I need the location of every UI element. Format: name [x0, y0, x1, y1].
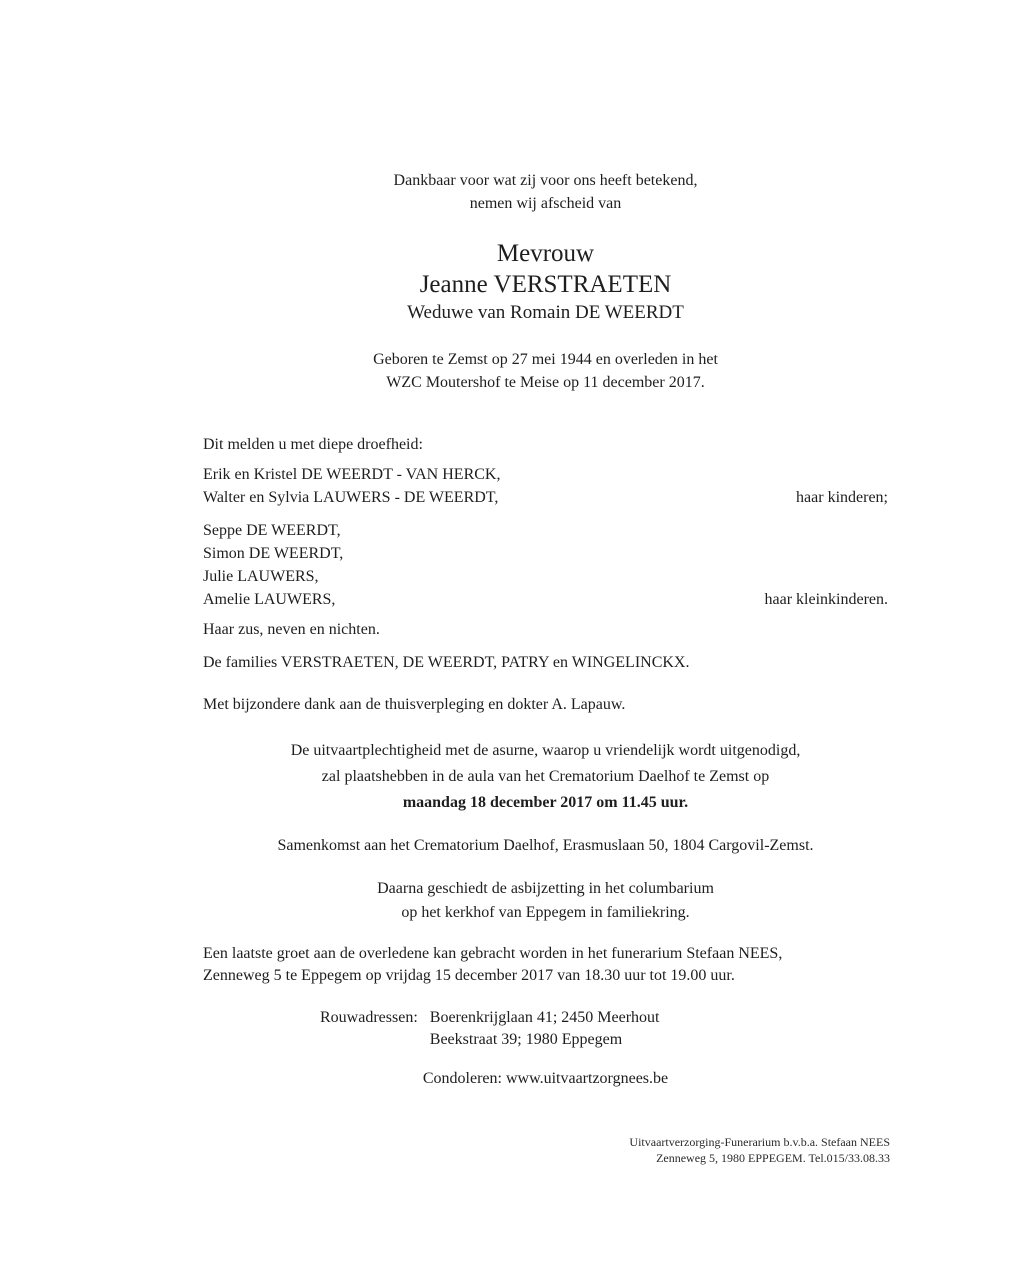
mourning-address-1: Boerenkrijglaan 41; 2450 Meerhout	[429, 1009, 660, 1026]
grandchildren-relation: haar kleinkinderen.	[764, 591, 888, 608]
grandchild-line-3: Julie LAUWERS,	[203, 568, 319, 585]
children-line-2	[203, 486, 888, 509]
last-greeting-block	[203, 943, 888, 987]
grandchildren-block	[203, 519, 888, 611]
ceremony-datetime: maandag 18 december 2017 om 11.45 uur.	[402, 794, 689, 811]
mourning-addresses-list	[430, 1007, 660, 1051]
intro-block	[203, 169, 888, 215]
families-line: De families VERSTRAETEN, DE WEERDT, PATRY en WINGELINCKX.	[203, 654, 690, 671]
announcement-content	[203, 169, 888, 1090]
ceremony-block	[203, 738, 888, 816]
children-relation: haar kinderen;	[796, 489, 888, 506]
mourning-addresses-label: Rouwadressen:	[320, 1009, 418, 1026]
grandchild-name: Amelie LAUWERS,	[203, 591, 336, 608]
ceremony-line-1: De uitvaartplechtigheid met de asurne, waarop u vriendelijk wordt uitgenodigd,	[290, 742, 801, 759]
interment-line-1: Daarna geschiedt de asbijzetting in het columbarium	[377, 880, 714, 897]
children-block	[203, 463, 888, 509]
announcement-line: Dit melden u met diepe droefheid:	[203, 436, 423, 453]
life-dates-block	[203, 348, 888, 394]
life-dates-line-2: WZC Moutershof te Meise op 11 december 2017.	[386, 374, 705, 391]
intro-line-1: Dankbaar voor wat zij voor ons heeft betekend,	[393, 172, 698, 189]
intro-line-2: nemen wij afscheid van	[469, 195, 622, 212]
thanks-line: Met bijzondere dank aan de thuisverpleging en dokter A. Lapauw.	[203, 696, 626, 713]
grandchild-line-4	[203, 588, 888, 611]
funeral-home-footer	[629, 1134, 890, 1166]
grandchild-line-2: Simon DE WEERDT,	[203, 545, 344, 562]
honorific: Mevrouw	[496, 240, 595, 267]
meeting-line: Samenkomst aan het Crematorium Daelhof, Erasmuslaan 50, 1804 Cargovil-Zemst.	[277, 837, 814, 854]
children-names: Walter en Sylvia LAUWERS - DE WEERDT,	[203, 489, 499, 506]
mourning-addresses-block	[320, 1007, 888, 1051]
title-block	[203, 238, 888, 326]
life-dates-line-1: Geboren te Zemst op 27 mei 1944 en overleden in het	[373, 351, 718, 368]
widow-line: Weduwe van Romain DE WEERDT	[407, 302, 684, 323]
grandchild-line-1: Seppe DE WEERDT,	[203, 522, 341, 539]
children-line-1: Erik en Kristel DE WEERDT - VAN HERCK,	[203, 466, 501, 483]
ceremony-line-2: zal plaatshebben in de aula van het Crematorium Daelhof te Zemst op	[321, 768, 770, 785]
footer-line-1: Uitvaartverzorging-Funerarium b.v.b.a. Stefaan NEES	[629, 1135, 890, 1149]
condolences-line: Condoleren: www.uitvaartzorgnees.be	[422, 1070, 669, 1087]
deceased-name: Jeanne VERSTRAETEN	[419, 271, 672, 298]
interment-line-2: op het kerkhof van Eppegem in familiekring.	[401, 904, 690, 921]
footer-line-2: Zenneweg 5, 1980 EPPEGEM. Tel.015/33.08.33	[656, 1151, 890, 1165]
interment-block	[203, 877, 888, 925]
sister-line: Haar zus, neven en nichten.	[203, 621, 380, 638]
last-greeting-line-1: Een laatste groet aan de overledene kan gebracht worden in het funerarium Stefaan NEES,	[203, 945, 783, 962]
mourning-address-2: Beekstraat 39; 1980 Eppegem	[429, 1031, 623, 1048]
last-greeting-line-2: Zenneweg 5 te Eppegem op vrijdag 15 december 2017 van 18.30 uur tot 19.00 uur.	[203, 967, 735, 984]
